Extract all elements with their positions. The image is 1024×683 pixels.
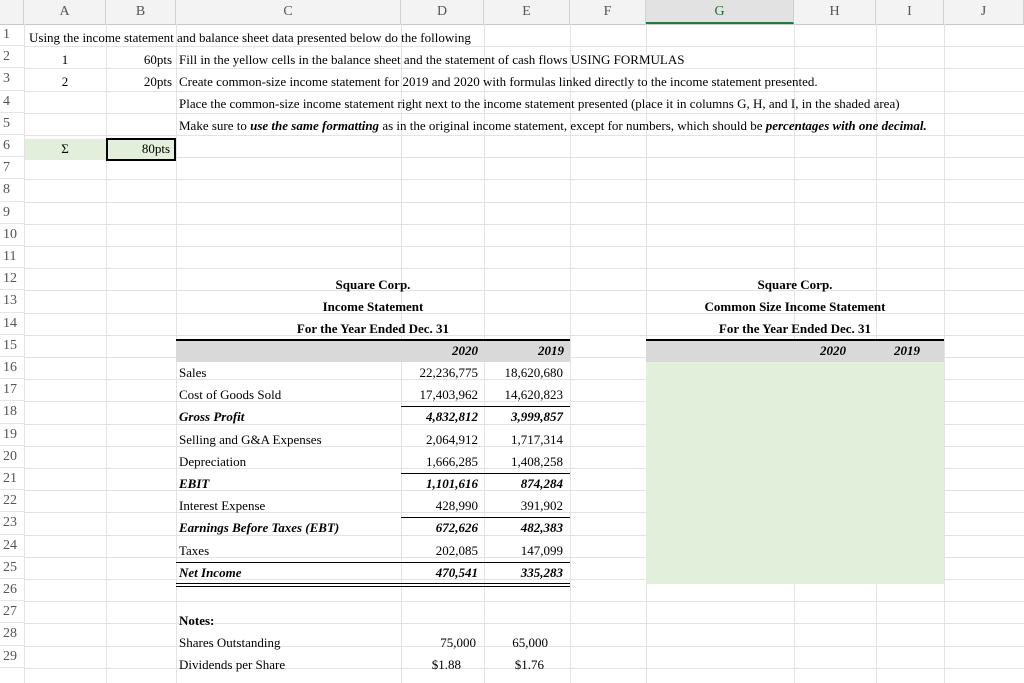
income-row-value-2020[interactable]: 428,990 [435, 498, 478, 514]
income-row-value-2020[interactable]: 2,064,912 [426, 431, 478, 447]
income-row-label[interactable]: Selling and G&A Expenses [179, 431, 322, 447]
gridline [24, 179, 1024, 180]
income-row-value-2019[interactable]: 335,283 [520, 564, 563, 580]
task-2-number[interactable]: 2 [61, 74, 69, 89]
task-2-text[interactable]: Create common-size income statement for 2019 and 2020 with formulas linked directly to the income statement presented. [179, 74, 818, 89]
line5-mid: as in the original income statement, except for numbers, which should be [379, 118, 766, 133]
income-row-label[interactable]: Earnings Before Taxes (EBT) [179, 520, 340, 536]
line5-pre: Make sure to [179, 118, 251, 133]
income-year-2019[interactable]: 2019 [538, 343, 564, 358]
row-header[interactable]: 1 [0, 24, 24, 46]
gridline [24, 46, 1024, 47]
cs-period[interactable]: For the Year Ended Dec. 31 [718, 321, 872, 336]
gridline [24, 113, 1024, 114]
income-row-value-2019[interactable]: 1,408,258 [511, 453, 563, 469]
income-row-value-2019[interactable]: 874,284 [520, 476, 563, 491]
row-header[interactable]: 15 [0, 335, 24, 357]
column-header-h[interactable]: H [794, 0, 876, 24]
row-header[interactable]: 27 [0, 601, 24, 623]
task-1-text[interactable]: Fill in the yellow cells in the balance sheet and the statement of cash flows USING FORMULAS [179, 52, 685, 67]
shares-outstanding-2019[interactable]: 65,000 [512, 635, 548, 650]
income-company-name[interactable]: Square Corp. [335, 277, 411, 292]
income-row-label[interactable]: EBIT [179, 476, 210, 491]
income-header-rule [176, 339, 570, 341]
column-header-e[interactable]: E [484, 0, 570, 24]
income-row-label[interactable]: Depreciation [179, 453, 247, 469]
instruction-line-4[interactable]: Place the common-size income statement right next to the income statement presented (place it in columns G, H, and I, in the shaded area) [179, 96, 900, 111]
notes-heading[interactable]: Notes: [179, 613, 215, 628]
shares-outstanding-label[interactable]: Shares Outstanding [179, 635, 281, 650]
income-row-value-2020[interactable]: 22,236,775 [419, 365, 478, 380]
income-row-value-2020[interactable]: 672,626 [435, 520, 478, 536]
gridline [24, 246, 1024, 247]
row-header[interactable]: 3 [0, 68, 24, 90]
line5-emphasis-2: percentages with one decimal. [765, 118, 927, 133]
row-header[interactable]: 4 [0, 91, 24, 113]
income-row-value-2020[interactable]: 17,403,962 [419, 387, 478, 403]
gridline [24, 268, 1024, 269]
net-income-double-underline-1 [176, 583, 570, 584]
column-header-d[interactable]: D [401, 0, 484, 24]
net-income-double-underline-2 [176, 586, 570, 587]
row-header[interactable]: 19 [0, 424, 24, 446]
income-row-value-2019[interactable]: 3,999,857 [511, 409, 563, 425]
cs-header-rule [646, 339, 944, 341]
row-header[interactable]: 22 [0, 490, 24, 512]
income-row-value-2020[interactable]: 4,832,812 [426, 409, 478, 425]
column-header-bar [0, 0, 1024, 25]
task-1-number[interactable]: 1 [61, 52, 69, 67]
row-header[interactable]: 14 [0, 313, 24, 335]
taxes-underline [176, 562, 570, 563]
income-row-label[interactable]: Net Income [179, 564, 242, 580]
row-header[interactable]: 24 [0, 535, 24, 557]
line5-emphasis-1: use the same formatting [250, 118, 380, 133]
row-header[interactable]: 20 [0, 446, 24, 468]
income-row-value-2019[interactable]: 14,620,823 [504, 387, 563, 403]
row-header[interactable]: 5 [0, 113, 24, 135]
gridline [24, 91, 1024, 92]
income-row-value-2019[interactable]: 147,099 [520, 542, 563, 558]
row-header[interactable]: 28 [0, 623, 24, 645]
row-header[interactable]: 12 [0, 268, 24, 290]
dividends-per-share-2019[interactable]: $1.76 [514, 657, 544, 672]
income-row-value-2020[interactable]: 1,666,285 [426, 453, 478, 469]
income-row-label[interactable]: Interest Expense [179, 498, 266, 514]
column-header-c[interactable]: C [176, 0, 401, 24]
income-row-value-2019[interactable]: 391,902 [520, 498, 563, 514]
row-header[interactable]: 26 [0, 579, 24, 601]
row-header[interactable]: 11 [0, 246, 24, 268]
sigma-symbol: Σ [61, 141, 69, 156]
row-header[interactable]: 29 [0, 646, 24, 668]
income-row-label[interactable]: Gross Profit [179, 409, 245, 425]
income-title[interactable]: Income Statement [322, 299, 424, 314]
gridline [24, 224, 1024, 225]
income-row-value-2020[interactable]: 470,541 [435, 564, 478, 580]
row-header[interactable]: 16 [0, 357, 24, 379]
interest-underline [401, 517, 570, 518]
cogs-underline [401, 406, 570, 407]
income-row-label[interactable]: Sales [179, 365, 207, 380]
gridline [24, 135, 1024, 136]
gridline [24, 68, 1024, 69]
income-row-value-2020[interactable]: 1,101,616 [426, 476, 478, 491]
row-header[interactable]: 9 [0, 202, 24, 224]
row-header[interactable]: 17 [0, 379, 24, 401]
cs-year-2019[interactable]: 2019 [894, 343, 920, 358]
common-size-shaded-area[interactable] [646, 362, 944, 584]
column-header-i[interactable]: I [876, 0, 944, 24]
row-header[interactable]: 2 [0, 46, 24, 68]
depreciation-underline [401, 473, 570, 474]
instruction-line-5[interactable] [179, 118, 927, 134]
row-header[interactable]: 25 [0, 557, 24, 579]
row-header[interactable]: 18 [0, 401, 24, 423]
column-header-a[interactable]: A [24, 0, 106, 24]
income-row-value-2019[interactable]: 482,383 [520, 520, 563, 536]
task-1-points[interactable]: 60pts [143, 52, 172, 67]
cs-title[interactable]: Common Size Income Statement [704, 299, 886, 314]
shares-outstanding-2020[interactable]: 75,000 [440, 635, 476, 650]
income-row-label[interactable]: Taxes [179, 542, 210, 558]
row-header[interactable]: 13 [0, 290, 24, 312]
task-2-points[interactable]: 20pts [143, 74, 172, 89]
gridline [24, 202, 1024, 203]
income-row-label[interactable]: Cost of Goods Sold [179, 387, 282, 403]
cs-company-name[interactable]: Square Corp. [757, 277, 833, 292]
column-header-g[interactable]: G [646, 0, 794, 24]
row-header[interactable]: 10 [0, 224, 24, 246]
income-year-2020[interactable]: 2020 [452, 343, 478, 358]
select-all-corner[interactable] [0, 0, 24, 24]
cs-year-2020[interactable]: 2020 [820, 343, 846, 358]
total-points: 80pts [141, 141, 170, 156]
row-header[interactable]: 21 [0, 468, 24, 490]
income-row-value-2019[interactable]: 1,717,314 [511, 431, 563, 447]
column-header-b[interactable]: B [106, 0, 176, 24]
income-row-value-2019[interactable]: 18,620,680 [504, 365, 563, 380]
column-header-f[interactable]: F [570, 0, 646, 24]
gridline [24, 601, 1024, 602]
instruction-line-1[interactable]: Using the income statement and balance sheet data presented below do the following [29, 30, 471, 45]
dividends-per-share-label[interactable]: Dividends per Share [179, 657, 286, 672]
row-header[interactable]: 8 [0, 179, 24, 201]
income-period[interactable]: For the Year Ended Dec. 31 [296, 321, 450, 336]
column-header-j[interactable]: J [944, 0, 1024, 24]
gridline [24, 623, 1024, 624]
row-header[interactable]: 7 [0, 157, 24, 179]
row-header[interactable]: 6 [0, 135, 24, 157]
income-row-value-2020[interactable]: 202,085 [435, 542, 478, 558]
dividends-per-share-2020[interactable]: $1.88 [431, 657, 461, 672]
row-header[interactable]: 23 [0, 512, 24, 534]
